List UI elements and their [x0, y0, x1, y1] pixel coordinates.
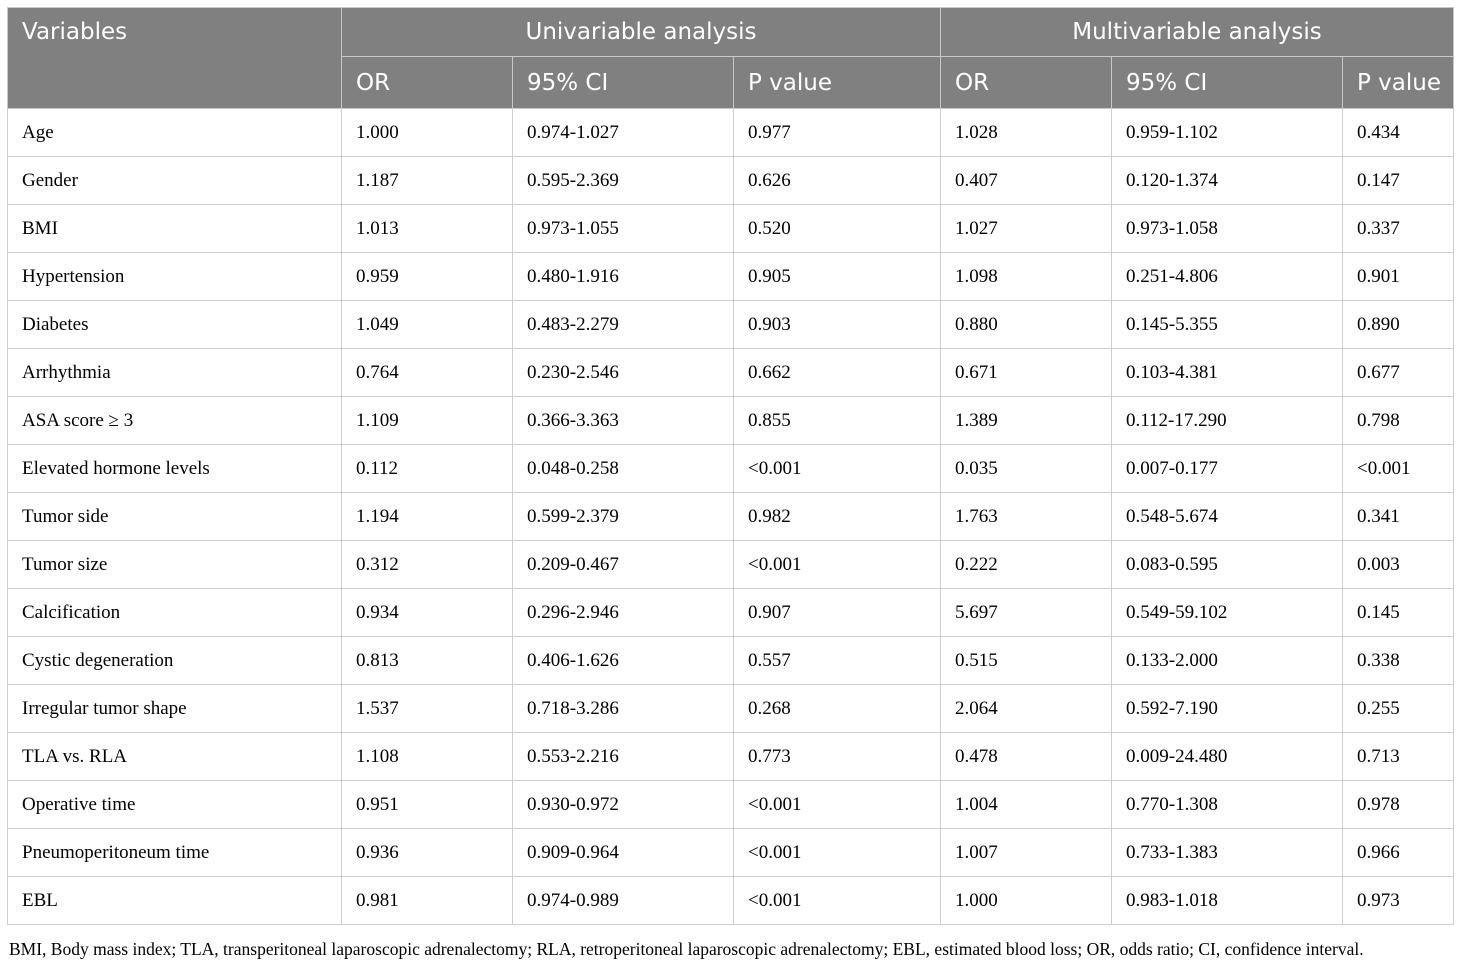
cell-multi-ci: 0.120-1.374 [1112, 157, 1343, 205]
table-row [8, 157, 1454, 205]
cell-uni-ci: 0.553-2.216 [513, 733, 734, 781]
cell-multi-ci: 0.733-1.383 [1112, 829, 1343, 877]
cell-multi-or: 0.035 [941, 445, 1112, 493]
cell-variable: Elevated hormone levels [8, 445, 342, 493]
cell-uni-ci: 0.209-0.467 [513, 541, 734, 589]
header-uni-p: P value [734, 57, 941, 109]
cell-multi-p: 0.147 [1343, 157, 1454, 205]
cell-uni-or: 0.312 [342, 541, 513, 589]
table-row [8, 637, 1454, 685]
results-table [7, 7, 1454, 925]
table-row [8, 301, 1454, 349]
cell-uni-p: 0.520 [734, 205, 941, 253]
cell-uni-ci: 0.974-0.989 [513, 877, 734, 925]
cell-multi-or: 1.028 [941, 109, 1112, 157]
header-multi-or: OR [941, 57, 1112, 109]
cell-uni-or: 1.108 [342, 733, 513, 781]
header-variables: Variables [8, 8, 342, 109]
cell-variable: Pneumoperitoneum time [8, 829, 342, 877]
table-row [8, 493, 1454, 541]
cell-multi-ci: 0.983-1.018 [1112, 877, 1343, 925]
cell-multi-ci: 0.251-4.806 [1112, 253, 1343, 301]
cell-uni-p: 0.557 [734, 637, 941, 685]
header-univariable: Univariable analysis [342, 8, 941, 57]
cell-uni-ci: 0.930-0.972 [513, 781, 734, 829]
cell-uni-ci: 0.048-0.258 [513, 445, 734, 493]
cell-multi-ci: 0.592-7.190 [1112, 685, 1343, 733]
table-row [8, 589, 1454, 637]
cell-uni-ci: 0.296-2.946 [513, 589, 734, 637]
cell-multi-or: 1.027 [941, 205, 1112, 253]
cell-multi-p: 0.713 [1343, 733, 1454, 781]
cell-multi-p: 0.337 [1343, 205, 1454, 253]
cell-uni-or: 0.959 [342, 253, 513, 301]
table-row [8, 541, 1454, 589]
table-row [8, 733, 1454, 781]
cell-multi-ci: 0.770-1.308 [1112, 781, 1343, 829]
cell-multi-p: 0.677 [1343, 349, 1454, 397]
cell-uni-p: 0.977 [734, 109, 941, 157]
cell-multi-ci: 0.959-1.102 [1112, 109, 1343, 157]
cell-uni-p: 0.662 [734, 349, 941, 397]
table-row [8, 205, 1454, 253]
cell-multi-or: 0.407 [941, 157, 1112, 205]
cell-multi-p: 0.434 [1343, 109, 1454, 157]
cell-uni-or: 1.013 [342, 205, 513, 253]
cell-uni-ci: 0.718-3.286 [513, 685, 734, 733]
cell-multi-or: 1.098 [941, 253, 1112, 301]
cell-multi-ci: 0.548-5.674 [1112, 493, 1343, 541]
cell-multi-or: 5.697 [941, 589, 1112, 637]
cell-multi-ci: 0.145-5.355 [1112, 301, 1343, 349]
cell-uni-or: 0.951 [342, 781, 513, 829]
header-multi-p: P value [1343, 57, 1454, 109]
table-row [8, 349, 1454, 397]
cell-variable: TLA vs. RLA [8, 733, 342, 781]
cell-multi-p: <0.001 [1343, 445, 1454, 493]
cell-uni-ci: 0.406-1.626 [513, 637, 734, 685]
cell-variable: EBL [8, 877, 342, 925]
cell-uni-ci: 0.483-2.279 [513, 301, 734, 349]
cell-multi-ci: 0.103-4.381 [1112, 349, 1343, 397]
cell-multi-p: 0.978 [1343, 781, 1454, 829]
cell-variable: Arrhythmia [8, 349, 342, 397]
cell-uni-p: <0.001 [734, 781, 941, 829]
cell-uni-or: 1.537 [342, 685, 513, 733]
cell-multi-p: 0.973 [1343, 877, 1454, 925]
cell-multi-or: 1.007 [941, 829, 1112, 877]
cell-uni-ci: 0.230-2.546 [513, 349, 734, 397]
cell-uni-p: 0.905 [734, 253, 941, 301]
cell-multi-or: 0.222 [941, 541, 1112, 589]
cell-variable: Age [8, 109, 342, 157]
cell-multi-p: 0.890 [1343, 301, 1454, 349]
cell-variable: Calcification [8, 589, 342, 637]
table-row [8, 253, 1454, 301]
cell-multi-or: 0.671 [941, 349, 1112, 397]
table-row [8, 829, 1454, 877]
cell-multi-or: 1.763 [941, 493, 1112, 541]
table-row [8, 781, 1454, 829]
cell-uni-ci: 0.909-0.964 [513, 829, 734, 877]
cell-multi-ci: 0.009-24.480 [1112, 733, 1343, 781]
cell-variable: Diabetes [8, 301, 342, 349]
cell-multi-p: 0.338 [1343, 637, 1454, 685]
cell-variable: Tumor size [8, 541, 342, 589]
cell-uni-p: 0.903 [734, 301, 941, 349]
cell-multi-ci: 0.083-0.595 [1112, 541, 1343, 589]
header-uni-or: OR [342, 57, 513, 109]
cell-uni-or: 1.187 [342, 157, 513, 205]
header-multivariable: Multivariable analysis [941, 8, 1454, 57]
cell-variable: BMI [8, 205, 342, 253]
cell-uni-or: 0.112 [342, 445, 513, 493]
header-multi-ci: 95% CI [1112, 57, 1343, 109]
cell-uni-ci: 0.595-2.369 [513, 157, 734, 205]
table-row [8, 685, 1454, 733]
cell-uni-or: 1.194 [342, 493, 513, 541]
cell-multi-p: 0.966 [1343, 829, 1454, 877]
cell-uni-ci: 0.974-1.027 [513, 109, 734, 157]
cell-multi-ci: 0.973-1.058 [1112, 205, 1343, 253]
table-row [8, 397, 1454, 445]
cell-variable: Tumor side [8, 493, 342, 541]
cell-multi-ci: 0.007-0.177 [1112, 445, 1343, 493]
cell-uni-p: <0.001 [734, 541, 941, 589]
cell-uni-or: 0.934 [342, 589, 513, 637]
cell-variable: Operative time [8, 781, 342, 829]
cell-variable: Cystic degeneration [8, 637, 342, 685]
cell-uni-or: 0.981 [342, 877, 513, 925]
cell-multi-p: 0.003 [1343, 541, 1454, 589]
cell-uni-or: 1.049 [342, 301, 513, 349]
cell-uni-ci: 0.366-3.363 [513, 397, 734, 445]
cell-multi-ci: 0.549-59.102 [1112, 589, 1343, 637]
cell-uni-p: <0.001 [734, 445, 941, 493]
cell-variable: Gender [8, 157, 342, 205]
cell-uni-or: 0.936 [342, 829, 513, 877]
cell-multi-or: 1.004 [941, 781, 1112, 829]
cell-uni-p: 0.982 [734, 493, 941, 541]
cell-uni-p: 0.626 [734, 157, 941, 205]
cell-multi-ci: 0.133-2.000 [1112, 637, 1343, 685]
cell-multi-or: 1.000 [941, 877, 1112, 925]
cell-multi-or: 0.880 [941, 301, 1112, 349]
cell-uni-ci: 0.973-1.055 [513, 205, 734, 253]
cell-variable: ASA score ≥ 3 [8, 397, 342, 445]
cell-uni-ci: 0.480-1.916 [513, 253, 734, 301]
table-footnote: BMI, Body mass index; TLA, transperitoneal laparoscopic adrenalectomy; RLA, retroperitoneal laparoscopic adrenalectomy; EBL, estimated blood loss; OR, odds ratio; CI, confidence interval. [9, 939, 1364, 959]
cell-uni-p: 0.855 [734, 397, 941, 445]
table-row [8, 877, 1454, 925]
cell-uni-or: 1.109 [342, 397, 513, 445]
cell-uni-p: 0.268 [734, 685, 941, 733]
cell-uni-p: 0.773 [734, 733, 941, 781]
cell-multi-p: 0.798 [1343, 397, 1454, 445]
cell-uni-or: 0.764 [342, 349, 513, 397]
cell-multi-p: 0.145 [1343, 589, 1454, 637]
cell-multi-ci: 0.112-17.290 [1112, 397, 1343, 445]
cell-uni-or: 1.000 [342, 109, 513, 157]
header-uni-ci: 95% CI [513, 57, 734, 109]
cell-variable: Hypertension [8, 253, 342, 301]
cell-multi-p: 0.341 [1343, 493, 1454, 541]
cell-uni-ci: 0.599-2.379 [513, 493, 734, 541]
cell-uni-p: 0.907 [734, 589, 941, 637]
cell-multi-or: 1.389 [941, 397, 1112, 445]
cell-multi-or: 0.515 [941, 637, 1112, 685]
cell-uni-p: <0.001 [734, 877, 941, 925]
cell-multi-p: 0.901 [1343, 253, 1454, 301]
cell-variable: Irregular tumor shape [8, 685, 342, 733]
table-row [8, 445, 1454, 493]
cell-multi-or: 2.064 [941, 685, 1112, 733]
cell-uni-p: <0.001 [734, 829, 941, 877]
table-row [8, 109, 1454, 157]
cell-multi-or: 0.478 [941, 733, 1112, 781]
cell-uni-or: 0.813 [342, 637, 513, 685]
cell-multi-p: 0.255 [1343, 685, 1454, 733]
